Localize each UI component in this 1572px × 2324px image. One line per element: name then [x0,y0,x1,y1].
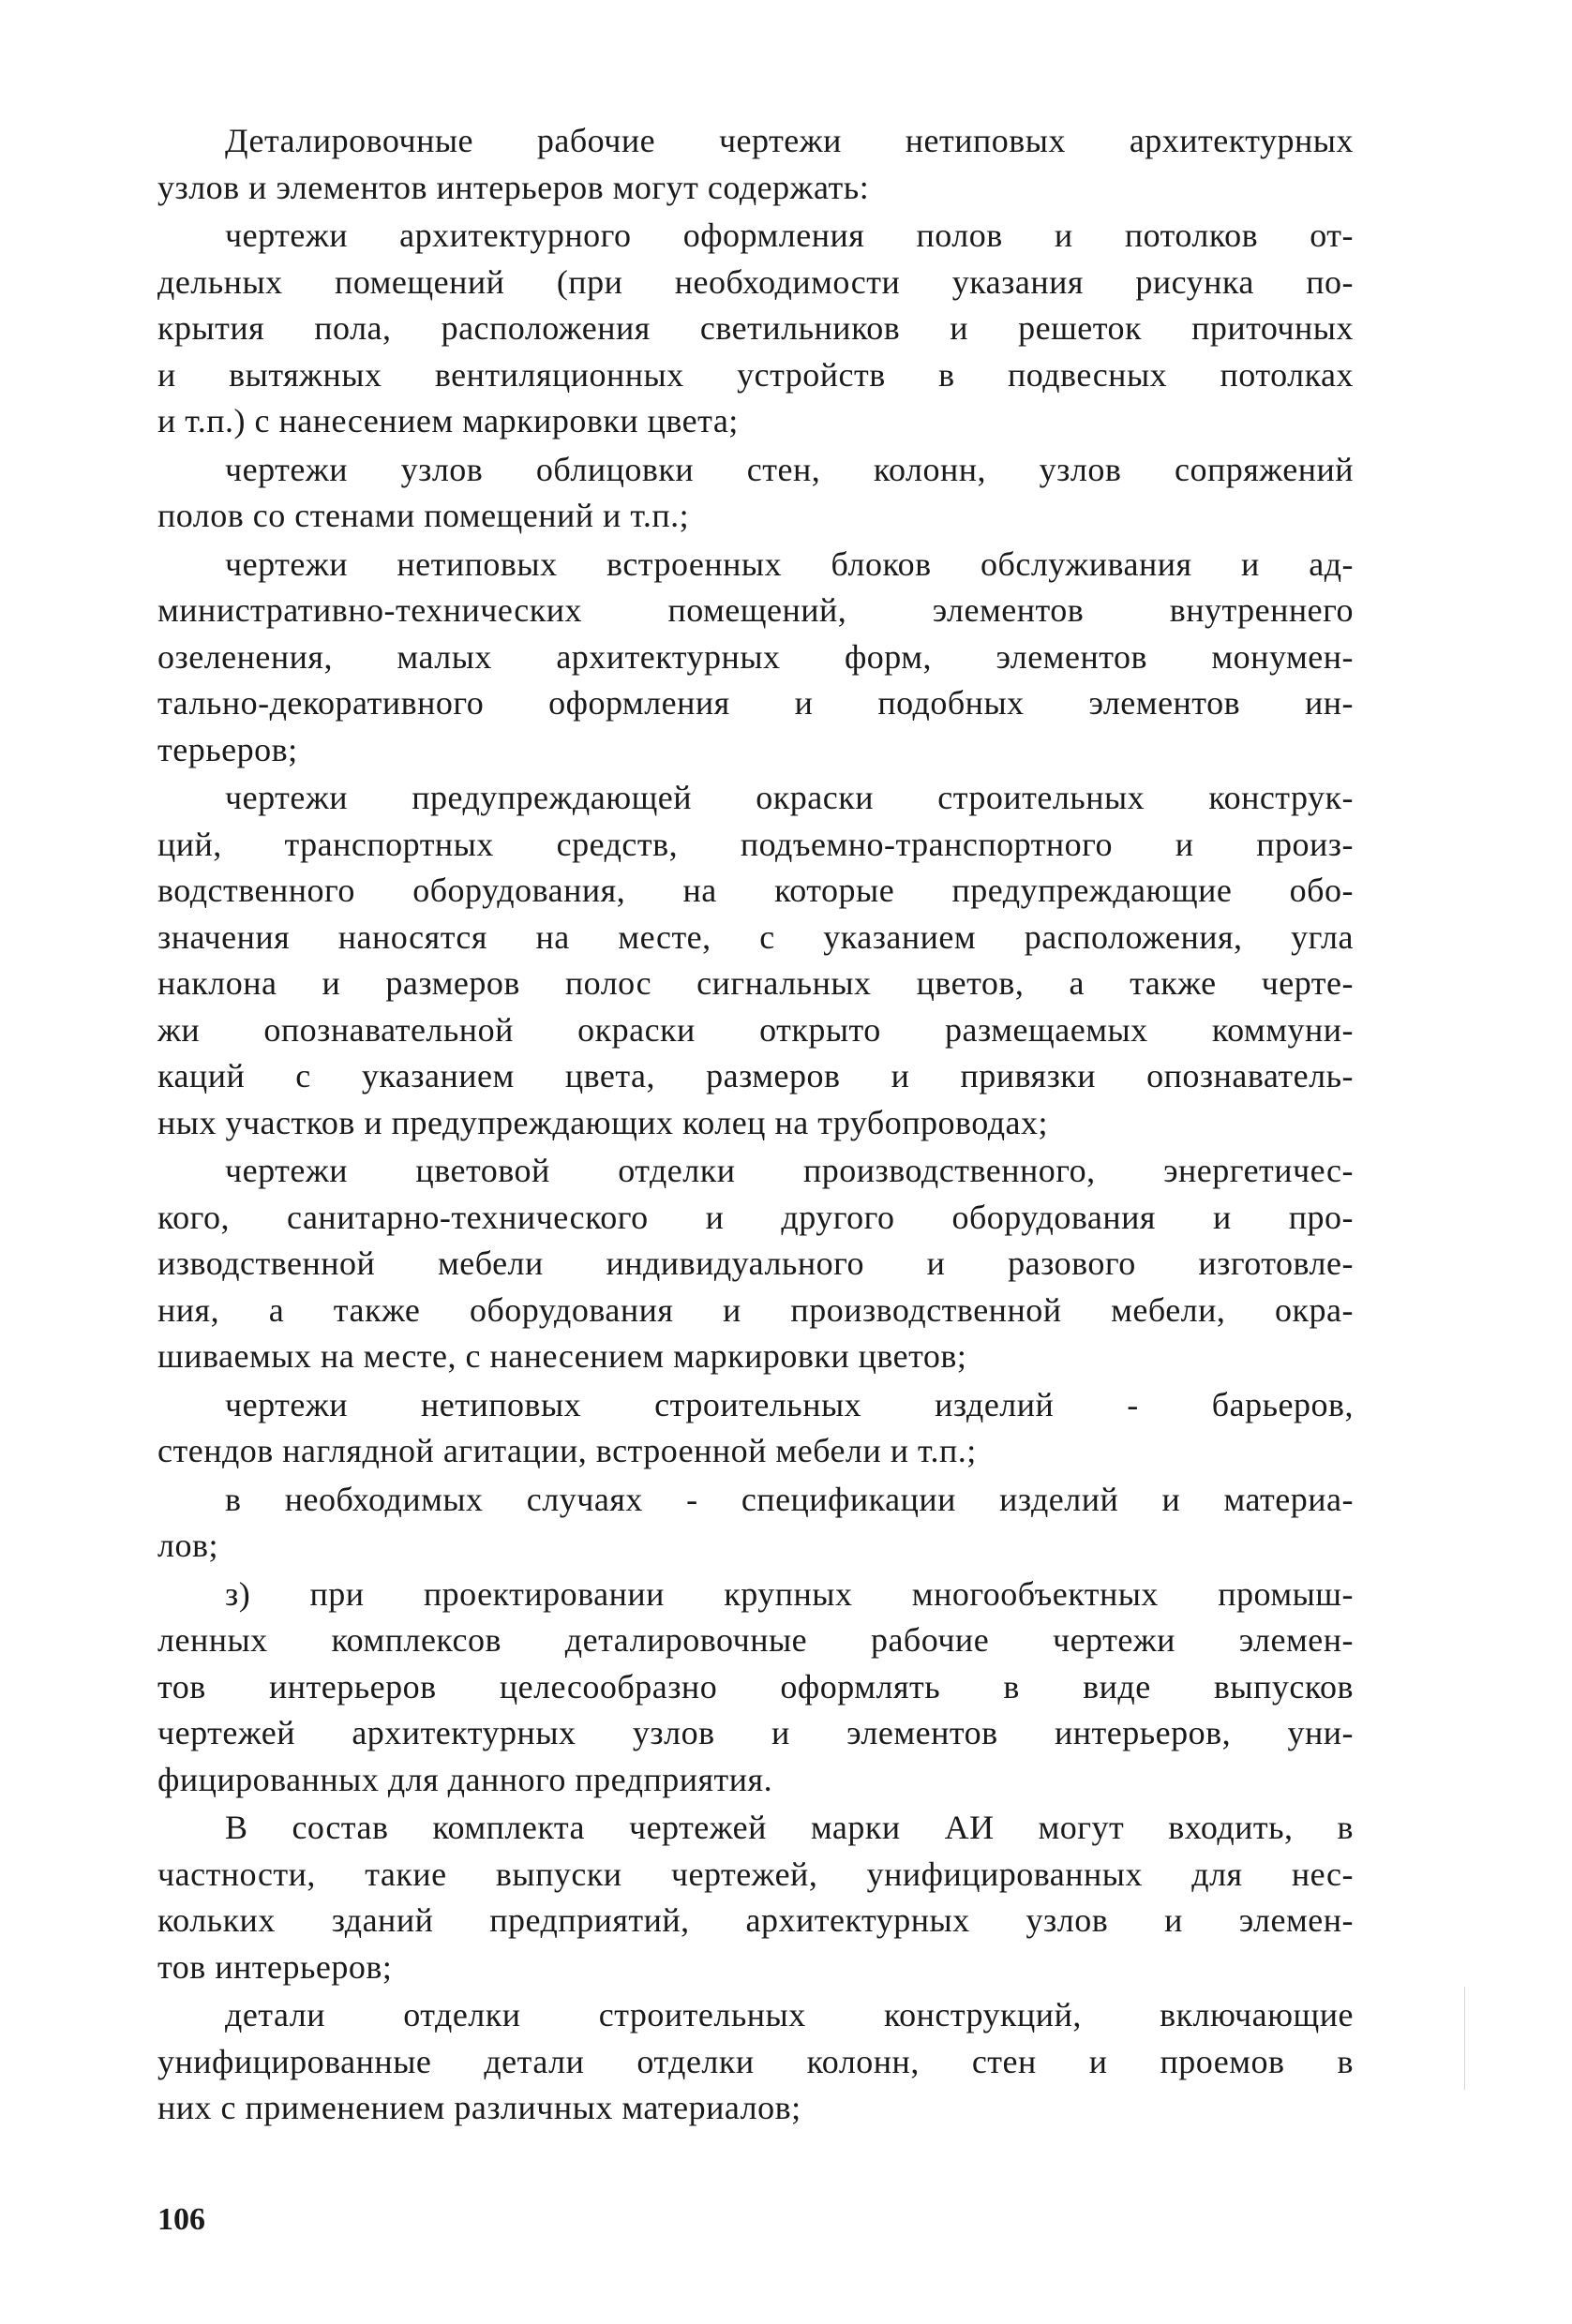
text-line: жи опознавательной окраски открыто размещаемых коммуни- [157,1010,1354,1049]
text-line: з) при проектировании крупных многообъектных промыш- [225,1574,1354,1613]
text-line: ленных комплексов деталировочные рабочие чертежи элемен- [157,1621,1354,1659]
text-line: терьеров; [157,730,298,768]
text-line: кольких зданий предприятий, архитектурных узлов и элемен- [157,1901,1354,1939]
text-line: частности, такие выпуски чертежей, унифицированных для нес- [157,1855,1354,1893]
paragraph [157,447,1421,540]
text-line: детали отделки строительных конструкций, включающие [225,1996,1354,2034]
text-line: лов; [157,1527,218,1564]
paragraph [157,1382,1421,1475]
text-line: водственного оборудования, на которые предупреждающие обо- [157,872,1354,909]
paragraph [157,118,1421,211]
paragraph [157,775,1421,1146]
text-line: тально-декоративного оформления и подобных элементов ин- [157,684,1354,722]
text-line: чертежей архитектурных узлов и элементов интерьеров, уни- [157,1714,1354,1751]
text-line: ций, транспортных средств, подъемно-транспортного и произ- [157,825,1354,863]
paragraph [157,542,1421,774]
text-line: чертежи узлов облицовки стен, колонн, узлов сопряжений [225,450,1354,488]
text-line: фицированных для данного предприятия. [157,1760,773,1798]
text-line: чертежи нетиповых встроенных блоков обслуживания и ад- [225,544,1354,583]
text-line: озеленения, малых архитектурных форм, элементов монумен- [157,637,1354,676]
text-line: полов со стенами помещений и т.п.; [157,497,690,534]
paragraph [157,1477,1421,1570]
text-line: значения наносятся на месте, с указанием расположения, угла [157,917,1354,956]
scan-margin-line [1464,1987,1465,2090]
text-line: каций с указанием цвета, размеров и привязки опознаватель- [157,1057,1354,1095]
paragraph [157,1805,1421,1990]
text-line: министративно-технических помещений, элементов внутреннего [157,591,1354,629]
text-line: тов интерьеров целесообразно оформлять в виде выпусков [157,1667,1354,1706]
text-line: наклона и размеров полос сигнальных цветов, а также черте- [157,964,1354,1002]
text-line: чертежи предупреждающей окраски строительных конструк- [225,779,1354,816]
text-body [157,118,1421,2134]
page-number: 106 [157,2202,205,2237]
text-line: ных участков и предупреждающих колец на трубопроводах; [157,1103,1049,1141]
text-line: чертежи архитектурного оформления полов и потолков от- [225,216,1354,254]
text-line: шиваемых на месте, с нанесением маркировки цветов; [157,1337,967,1375]
paragraph [157,213,1421,445]
text-line: чертежи цветовой отделки производственного, энергетичес- [225,1152,1354,1189]
text-line: В состав комплекта чертежей марки АИ могут входить, в [225,1809,1354,1846]
text-line: узлов и элементов интерьеров могут содержать: [157,168,870,206]
text-line: тов интерьеров; [157,1947,393,1986]
text-line: ния, а также оборудования и производственной мебели, окра- [157,1290,1354,1329]
text-line: унифицированные детали отделки колонн, стен и проемов в [157,2042,1354,2080]
text-line: и т.п.) с нанесением маркировки цвета; [157,402,739,439]
paragraph [157,1148,1421,1380]
text-line: Деталировочные рабочие чертежи нетиповых архитектурных [225,122,1354,159]
paragraph [157,1572,1421,1804]
text-line: крытия пола, расположения светильников и решеток приточных [157,309,1354,347]
text-line: чертежи нетиповых строительных изделий - барьеров, [225,1385,1354,1423]
text-line: дельных помещений (при необходимости указания рисунка по- [157,262,1354,301]
text-line: кого, санитарно-технического и другого оборудования и про- [157,1198,1354,1236]
paragraph [157,1992,1421,2132]
text-line: и вытяжных вентиляционных устройств в подвесных потолках [157,355,1354,394]
text-line: в необходимых случаях - спецификации изделий и материа- [225,1480,1354,1518]
text-line: них с применением различных материалов; [157,2089,801,2126]
text-line: изводственной мебели индивидуального и разового изготовле- [157,1244,1354,1282]
text-line: стендов наглядной агитации, встроенной мебели и т.п.; [157,1432,977,1469]
